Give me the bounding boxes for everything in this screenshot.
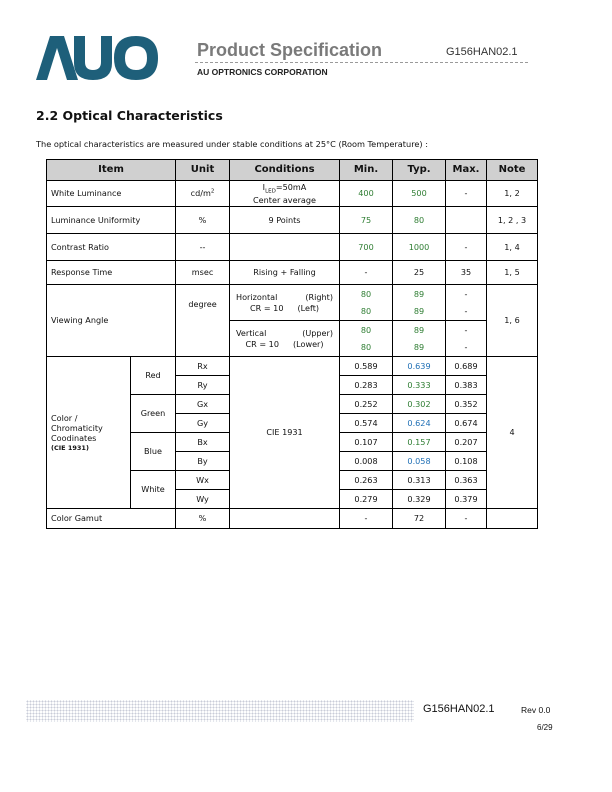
table-row — [47, 181, 538, 207]
table-row — [47, 285, 538, 303]
condition-cell — [230, 234, 340, 261]
typ-cell: 89 — [393, 321, 446, 339]
typ-cell: 1000 — [393, 234, 446, 261]
page-number: 6/29 — [537, 723, 553, 732]
color-group-label: Blue — [131, 433, 176, 471]
max-cell: - — [446, 321, 487, 339]
typ-cell: 89 — [393, 339, 446, 357]
typ-cell: 0.639 — [393, 357, 446, 376]
unit-cell: $cd/m^2$ — [176, 181, 230, 207]
item-cell-color: Color / Chromaticity Coodinates (CIE 1931) — [47, 357, 131, 509]
min-cell: 0.008 — [340, 452, 393, 471]
typ-cell: 89 — [393, 303, 446, 321]
min-cell: 80 — [340, 303, 393, 321]
condition-cell-horizontal: Horizontal (Right) CR = 10 (Left) — [230, 285, 340, 321]
param-cell: Ry — [176, 376, 230, 395]
min-cell: 75 — [340, 207, 393, 234]
min-cell: 0.107 — [340, 433, 393, 452]
color-group-label: Red — [131, 357, 176, 395]
max-cell: 0.352 — [446, 395, 487, 414]
note-cell: 1, 5 — [487, 261, 538, 285]
typ-cell: 25 — [393, 261, 446, 285]
max-cell: 0.108 — [446, 452, 487, 471]
table-header-row — [47, 160, 538, 181]
typ-cell: 0.624 — [393, 414, 446, 433]
max-cell: - — [446, 285, 487, 303]
header-note: Note — [487, 160, 538, 181]
item-cell: White Luminance — [47, 181, 176, 207]
condition-cell-vertical: Vertical (Upper) CR = 10 (Lower) — [230, 321, 340, 357]
condition-cell: Rising + Falling — [230, 261, 340, 285]
unit-cell: msec — [176, 261, 230, 285]
param-cell: Rx — [176, 357, 230, 376]
condition-cell — [230, 509, 340, 529]
unit-cell: % — [176, 509, 230, 529]
note-cell: 1, 4 — [487, 234, 538, 261]
min-cell: 0.263 — [340, 471, 393, 490]
min-cell: - — [340, 261, 393, 285]
typ-cell: 0.157 — [393, 433, 446, 452]
typ-cell: 89 — [393, 285, 446, 303]
param-cell: Wy — [176, 490, 230, 509]
item-cell: Response Time — [47, 261, 176, 285]
footer-model-number: G156HAN02.1 — [423, 703, 495, 715]
typ-cell: 80 — [393, 207, 446, 234]
max-cell: - — [446, 339, 487, 357]
typ-cell: 0.333 — [393, 376, 446, 395]
max-cell: - — [446, 303, 487, 321]
max-cell: - — [446, 234, 487, 261]
section-title: 2.2 Optical Characteristics — [36, 108, 223, 123]
min-cell: 80 — [340, 321, 393, 339]
header-min: Min. — [340, 160, 393, 181]
max-cell — [446, 207, 487, 234]
document-title: Product Specification — [197, 40, 383, 60]
note-cell: 1, 2 — [487, 181, 538, 207]
condition-cell: CIE 1931 — [230, 357, 340, 509]
min-cell: 0.283 — [340, 376, 393, 395]
table-row — [47, 207, 538, 234]
section-intro: The optical characteristics are measured under stable conditions at 25°C (Room Temperature) : — [36, 139, 428, 149]
optical-characteristics-table — [46, 159, 538, 529]
max-cell: 0.379 — [446, 490, 487, 509]
condition-cell: 9 Points — [230, 207, 340, 234]
max-cell: 0.363 — [446, 471, 487, 490]
header-model-number: G156HAN02.1 — [446, 46, 518, 58]
color-group-label: White — [131, 471, 176, 509]
max-cell: 0.674 — [446, 414, 487, 433]
param-cell: Bx — [176, 433, 230, 452]
max-cell: 35 — [446, 261, 487, 285]
corporation-name: AU OPTRONICS CORPORATION — [197, 67, 328, 77]
typ-cell: 0.313 — [393, 471, 446, 490]
table-row — [47, 234, 538, 261]
param-cell: By — [176, 452, 230, 471]
condition-cell: $I_{LED}=50mA$ Center average — [230, 181, 340, 207]
item-cell: Viewing Angle — [47, 285, 176, 357]
typ-cell: 0.329 — [393, 490, 446, 509]
footer-dot-pattern — [26, 700, 414, 722]
min-cell: 0.574 — [340, 414, 393, 433]
max-cell: - — [446, 509, 487, 529]
typ-cell: 0.058 — [393, 452, 446, 471]
header-unit: Unit — [176, 160, 230, 181]
note-cell: 4 — [487, 357, 538, 509]
item-cell: Color Gamut — [47, 509, 176, 529]
max-cell: 0.689 — [446, 357, 487, 376]
item-cell: Contrast Ratio — [47, 234, 176, 261]
unit-cell: % — [176, 207, 230, 234]
min-cell: 700 — [340, 234, 393, 261]
typ-cell: 0.302 — [393, 395, 446, 414]
unit-cell: degree — [176, 285, 230, 357]
table-row — [47, 261, 538, 285]
item-cell: Luminance Uniformity — [47, 207, 176, 234]
min-cell: 80 — [340, 285, 393, 303]
min-cell: 400 — [340, 181, 393, 207]
table-row — [47, 357, 538, 376]
param-cell: Gx — [176, 395, 230, 414]
typ-cell: 72 — [393, 509, 446, 529]
color-group-label: Green — [131, 395, 176, 433]
header-typ: Typ. — [393, 160, 446, 181]
note-cell: 1, 2 , 3 — [487, 207, 538, 234]
min-cell: 0.589 — [340, 357, 393, 376]
param-cell: Wx — [176, 471, 230, 490]
min-cell: 0.279 — [340, 490, 393, 509]
table-row — [47, 509, 538, 529]
min-cell: 80 — [340, 339, 393, 357]
header-item: Item — [47, 160, 176, 181]
auo-logo — [36, 36, 158, 80]
max-cell: 0.383 — [446, 376, 487, 395]
footer-revision: Rev 0.0 — [521, 705, 551, 715]
max-cell: - — [446, 181, 487, 207]
note-cell: 1, 6 — [487, 285, 538, 357]
unit-cell: -- — [176, 234, 230, 261]
param-cell: Gy — [176, 414, 230, 433]
min-cell: 0.252 — [340, 395, 393, 414]
header-max: Max. — [446, 160, 487, 181]
min-cell: - — [340, 509, 393, 529]
max-cell: 0.207 — [446, 433, 487, 452]
typ-cell: 500 — [393, 181, 446, 207]
header-conditions: Conditions — [230, 160, 340, 181]
header-divider — [195, 62, 528, 63]
note-cell — [487, 509, 538, 529]
